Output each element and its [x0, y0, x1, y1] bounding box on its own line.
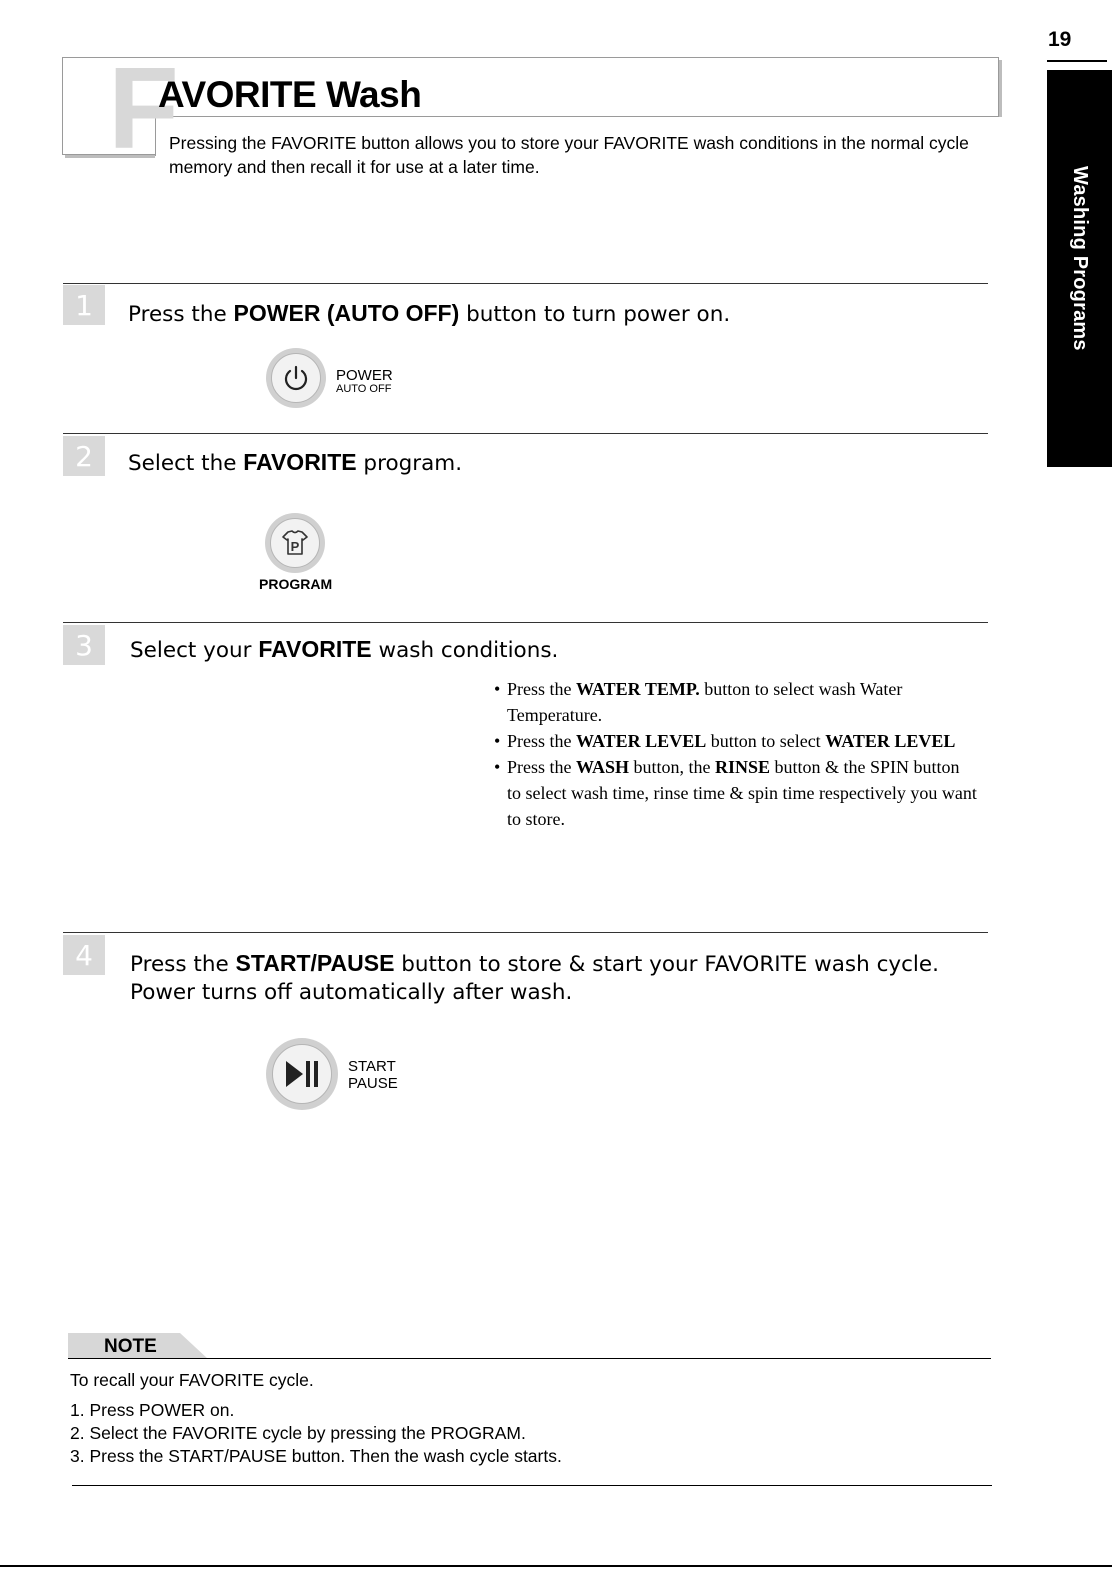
page-title: AVORITE Wash [158, 74, 422, 115]
svg-text:P: P [290, 539, 300, 554]
program-label: PROGRAM [259, 576, 333, 592]
step-1-number: 1 [63, 285, 105, 325]
note-item-3: 3. Press the START/PAUSE button. Then the wash cycle starts. [70, 1446, 562, 1466]
step-2-number: 2 [63, 436, 105, 476]
bullet-1-p2: button to select wash Water Temperature. [507, 679, 903, 725]
step-3-post: wash conditions. [371, 638, 559, 663]
step-3-number: 3 [63, 625, 105, 665]
step-3-rule [63, 622, 988, 623]
page-bottom-rule [0, 1565, 1112, 1567]
program-button[interactable] [265, 513, 325, 573]
note-rule-bottom [72, 1485, 992, 1486]
power-label-sub: AUTO OFF [336, 383, 392, 395]
start-label: START [348, 1058, 396, 1075]
step-3-text [130, 635, 558, 665]
step-4-line-1 [130, 949, 939, 979]
side-tab-label-wrap [1047, 70, 1112, 467]
bullet-3-p2: button, the [629, 757, 716, 777]
step-2-pre: Select the [128, 451, 244, 476]
bullet-1-p1: Press the [507, 679, 576, 699]
bullet-2-p1: Press the [507, 731, 576, 751]
note-item-1: 1. Press POWER on. [70, 1400, 235, 1420]
step-3-bullets [494, 676, 1084, 832]
step-1-rule [63, 283, 988, 284]
bullet-3-p1: Press the [507, 757, 576, 777]
shirt-p-icon [279, 527, 311, 559]
bullet-1-b1: WATER TEMP. [576, 679, 700, 699]
step-3-pre: Select your [130, 638, 259, 663]
bullet-2-b2: WATER LEVEL [825, 731, 956, 751]
step-2-text [128, 448, 462, 478]
step-4-bold: START/PAUSE [235, 950, 395, 976]
bullet-2-p2: button to select [706, 731, 826, 751]
bullet-water-temp [494, 676, 977, 728]
step-1-pre: Press the [128, 302, 234, 327]
step-4-post: button to store & start your FAVORITE wash cycle. [394, 952, 939, 977]
page-number-rule [1047, 60, 1107, 62]
step-4-text [130, 949, 939, 1007]
play-pause-icon [283, 1057, 321, 1091]
bullet-2-b1: WATER LEVEL [576, 731, 707, 751]
title-inner-line-horizontal [155, 116, 998, 117]
start-pause-button[interactable] [266, 1038, 338, 1110]
step-4-rule [63, 932, 988, 933]
power-button[interactable] [266, 348, 326, 408]
step-4-pre: Press the [130, 952, 236, 977]
step-4-line-2: Power turns off automatically after wash. [130, 980, 573, 1005]
bullet-wash-rinse-spin [494, 754, 977, 832]
bullet-3-b1: WASH [576, 757, 630, 777]
note-item-2: 2. Select the FAVORITE cycle by pressing the PROGRAM. [70, 1423, 526, 1443]
page-number: 19 [1048, 28, 1072, 51]
step-2-rule [63, 433, 988, 434]
note-rule-top [68, 1358, 991, 1359]
step-3-bold: FAVORITE [258, 636, 372, 662]
note-label: NOTE [104, 1336, 157, 1357]
power-label-main: POWER [336, 367, 393, 384]
step-1-bold: POWER (AUTO OFF) [233, 300, 460, 326]
bullet-3-p3: button & the SPIN button to select wash time, rinse time & spin time respectively you want to store. [507, 757, 977, 829]
pause-label: PAUSE [348, 1075, 398, 1092]
start-pause-label [348, 1058, 398, 1091]
step-4-number: 4 [63, 935, 105, 975]
note-lead: To recall your FAVORITE cycle. [70, 1370, 314, 1390]
bullet-water-level [494, 728, 1084, 754]
power-icon [281, 363, 311, 393]
bullet-3-b2: RINSE [715, 757, 771, 777]
step-1-text [128, 299, 730, 329]
step-2-bold: FAVORITE [243, 449, 357, 475]
title-initial: F [108, 43, 177, 173]
power-label [336, 368, 393, 395]
side-tab-label: Washing Programs [1069, 166, 1091, 351]
step-2-post: program. [356, 451, 463, 476]
step-1-post: button to turn power on. [459, 302, 731, 327]
note-body [70, 1369, 562, 1468]
intro-text: Pressing the FAVORITE button allows you to store your FAVORITE wash conditions in the normal cycle memory and then recall it for use at a later time. [169, 133, 969, 177]
